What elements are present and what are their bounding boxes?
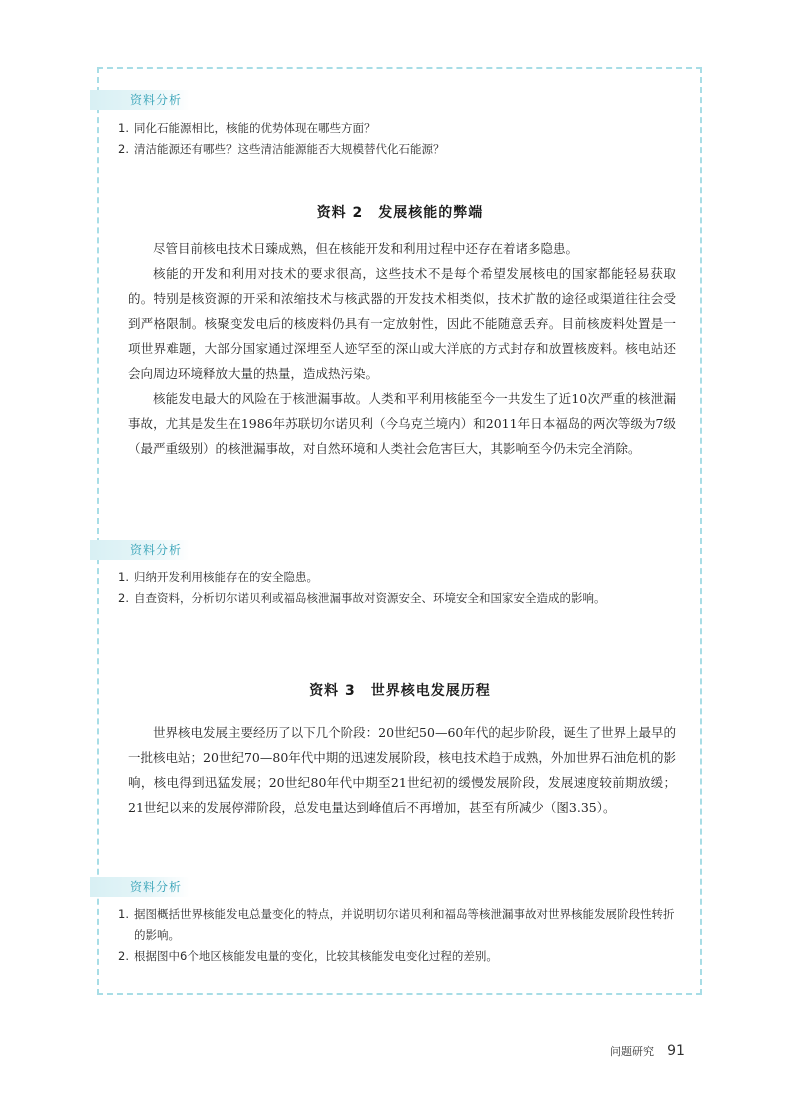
question-item — [118, 118, 678, 139]
paragraph: 尽管目前核电技术日臻成熟，但在核能开发和利用过程中还存在着诸多隐患。 — [153, 241, 579, 256]
material-2-title: 资料 2 发展核能的弊端 — [316, 205, 484, 221]
footer-section-title: 问题研究 — [610, 1045, 654, 1058]
analysis-questions-3 — [118, 904, 678, 967]
question-number: 1. — [118, 121, 129, 135]
analysis-questions-1 — [118, 118, 678, 160]
analysis-label-1: 资料分析 — [90, 90, 190, 110]
analysis-label-3: 资料分析 — [90, 877, 190, 897]
analysis-label-2: 资料分析 — [90, 540, 190, 560]
page-footer — [610, 1040, 685, 1059]
material-3-body — [128, 720, 676, 820]
question-number: 1. — [118, 570, 129, 584]
question-number: 1. — [118, 907, 129, 921]
question-text: 同化石能源相比，核能的优势体现在哪些方面？ — [134, 121, 376, 135]
question-text: 据图概括世界核能发电总量变化的特点，并说明切尔诺贝利和福岛等核泄漏事故对世界核能发展阶段性转折的影响。 — [134, 907, 675, 942]
material-2-body — [128, 236, 676, 461]
question-item — [118, 567, 678, 588]
question-number: 2. — [118, 949, 129, 963]
material-3-title: 资料 3 世界核电发展历程 — [309, 683, 491, 699]
question-item — [118, 139, 678, 160]
paragraph: 核能发电最大的风险在于核泄漏事故。人类和平利用核能至今一共发生了近10次严重的核泄漏事故，尤其是发生在1986年苏联切尔诺贝利（今乌克兰境内）和2011年日本福岛的两次等级为7级（最严重级别）的核泄漏事故，对自然环境和人类社会危害巨大，其影响至今仍未完全消除。 — [128, 391, 676, 456]
question-number: 2. — [118, 142, 129, 156]
page-number: 91 — [667, 1043, 685, 1059]
question-item — [118, 946, 678, 967]
question-text: 自查资料，分析切尔诺贝利或福岛核泄漏事故对资源安全、环境安全和国家安全造成的影响。 — [134, 591, 606, 605]
paragraph: 核能的开发和利用对技术的要求很高，这些技术不是每个希望发展核电的国家都能轻易获取的。特别是核资源的开采和浓缩技术与核武器的开发技术相类似，技术扩散的途径或渠道往往会受到严格限制。核聚变发电后的核废料仍具有一定放射性，因此不能随意丢弃。目前核废料处置是一项世界难题，大部分国家通过深埋至人迹罕至的深山或大洋底的方式封存和放置核废料。核电站还会向周边环境释放大量的热量，造成热污染。 — [128, 266, 676, 381]
question-number: 2. — [118, 591, 129, 605]
question-text: 归纳开发利用核能存在的安全隐患。 — [134, 570, 318, 584]
question-text: 清洁能源还有哪些？这些清洁能源能否大规模替代化石能源？ — [134, 142, 445, 156]
question-item — [118, 588, 678, 609]
question-text: 根据图中6个地区核能发电量的变化，比较其核能发电变化过程的差别。 — [134, 949, 498, 963]
paragraph: 世界核电发展主要经历了以下几个阶段：20世纪50—60年代的起步阶段，诞生了世界上最早的一批核电站；20世纪70—80年代中期的迅速发展阶段，核电技术趋于成熟，外加世界石油危机的影响，核电得到迅猛发展；20世纪80年代中期至21世纪初的缓慢发展阶段，发展速度较前期放缓；21世纪以来的发展停滞阶段，总发电量达到峰值后不再增加，甚至有所减少（图3.35）。 — [128, 725, 676, 815]
question-item — [118, 904, 678, 946]
analysis-questions-2 — [118, 567, 678, 609]
